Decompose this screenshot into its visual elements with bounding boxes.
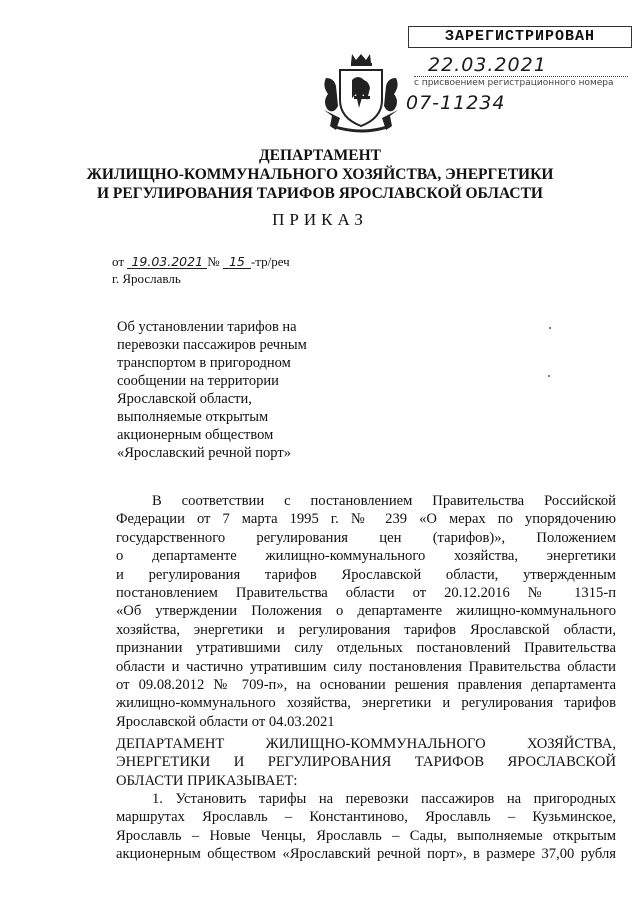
scan-speck <box>548 375 550 377</box>
department-line-3: И РЕГУЛИРОВАНИЯ ТАРИФОВ ЯРОСЛАВСКОЙ ОБЛАСТИ <box>97 185 543 202</box>
registration-stamp <box>404 24 634 118</box>
item-1-line: Ярославль – Новые Ченцы, Ярославль – Сады, выполняемые открытым <box>116 827 616 844</box>
order-date-line <box>112 254 290 270</box>
preamble-line: области и частично утратившим силу постановления Правительства области <box>116 658 616 675</box>
yaroslavl-coat-of-arms-emblem <box>318 52 404 134</box>
decree-line: ОБЛАСТИ ПРИКАЗЫВАЕТ: <box>116 772 298 789</box>
preamble-line: признании утратившими силу отдельных постановлений Правительства <box>116 640 616 657</box>
subject-line: сообщении на территории <box>117 373 279 389</box>
order-subject <box>117 318 337 462</box>
preamble-line: государственного регулирования цен (тарифов)», Положением <box>116 529 616 546</box>
subject-line: «Ярославский речной порт» <box>117 445 291 461</box>
preamble-line: Ярославской области от 04.03.2021 <box>116 713 335 730</box>
item-1-line: маршрутах Ярославль – Константиново, Ярославль – Кузьминское, <box>116 809 616 826</box>
preamble-line: Федерации от 7 марта 1995 г. № 239 «О мерах по упорядочению <box>116 511 616 528</box>
preamble-line: от 09.08.2012 № 709-п», на основании решения правления департамента <box>116 677 616 694</box>
subject-line: акционерным обществом <box>117 427 274 443</box>
preamble-line: В соответствии с постановлением Правительства Российской <box>152 493 616 509</box>
item-1-line: акционерным обществом «Ярославский речной порт», в размере 37,00 рубля <box>116 846 616 863</box>
order-item-1 <box>116 790 616 864</box>
order-date-prefix: от <box>112 254 125 269</box>
scan-speck <box>549 327 551 329</box>
stamp-note: с присвоением регистрационного номера <box>414 78 614 88</box>
preamble-line: «Об утверждении Положения о департаменте жилищно-коммунального <box>116 603 616 620</box>
preamble-paragraph <box>116 492 616 731</box>
preamble-line: жилищно-коммунального хозяйства, энергетики и регулирования тарифов <box>116 695 616 712</box>
subject-line: перевозки пассажиров речным <box>117 337 307 353</box>
subject-line: выполняемые открытым <box>117 409 269 425</box>
stamp-divider <box>414 76 628 77</box>
department-line-2: ЖИЛИЩНО-КОММУНАЛЬНОГО ХОЗЯЙСТВА, ЭНЕРГЕТИКИ <box>86 166 554 183</box>
order-number-label: № <box>207 254 220 269</box>
order-date: 19.03.2021 <box>127 255 207 269</box>
order-city: г. Ярославль <box>112 271 181 286</box>
document-title: ПРИКАЗ <box>272 210 368 229</box>
item-1-line: 1. Установить тарифы на перевозки пассажиров на пригородных <box>152 791 616 807</box>
stamp-date: 22.03.2021 <box>428 54 547 76</box>
preamble-line: хозяйства, энергетики и регулирования тарифов Ярославской области, <box>116 621 616 638</box>
stamp-registered-label: ЗАРЕГИСТРИРОВАН <box>408 26 632 48</box>
department-line-1: ДЕПАРТАМЕНТ <box>258 147 382 164</box>
preamble-line: о департаменте жилищно-коммунального хозяйства, энергетики <box>116 548 616 565</box>
order-number-suffix: -тр/реч <box>250 254 290 269</box>
subject-line: Ярославской области, <box>117 391 252 407</box>
department-name <box>0 146 640 203</box>
order-number: 15 <box>223 255 251 269</box>
preamble-line: постановлением Правительства области от 20.12.2016 № 1315-п <box>116 585 616 602</box>
decree-line: ЭНЕРГЕТИКИ И РЕГУЛИРОВАНИЯ ТАРИФОВ ЯРОСЛАВСКОЙ <box>116 754 616 771</box>
subject-line: Об установлении тарифов на <box>117 319 297 335</box>
stamp-registration-number: 07-11234 <box>406 92 506 114</box>
decree-line: ДЕПАРТАМЕНТ ЖИЛИЩНО-КОММУНАЛЬНОГО ХОЗЯЙСТВА, <box>116 736 616 752</box>
subject-line: транспортом в пригородном <box>117 355 291 371</box>
decree-statement <box>116 735 616 790</box>
preamble-line: и регулирования тарифов Ярославской области, утвержденным <box>116 566 616 583</box>
